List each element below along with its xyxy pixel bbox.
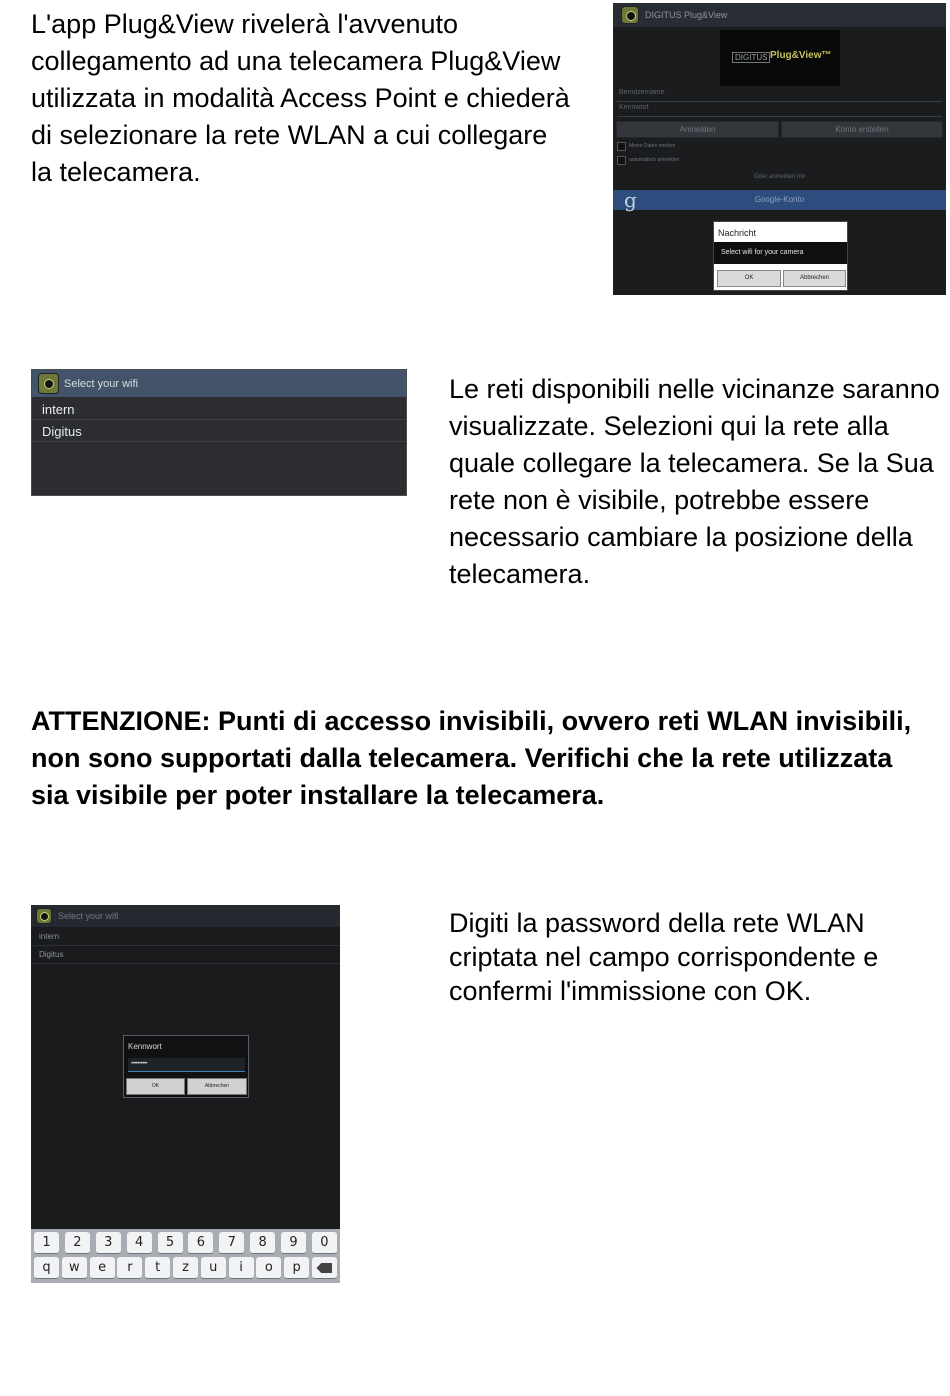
keyboard-letter-row — [33, 1257, 338, 1279]
logo-brand: DIGITUS — [732, 52, 770, 63]
key-r[interactable]: r — [117, 1257, 142, 1279]
key-8[interactable]: 8 — [250, 1232, 275, 1254]
password-dialog-title: Kennwort — [128, 1042, 162, 1051]
password-paragraph: Digiti la password della rete WLAN criptata nel campo corrispondente e confermi l'immissione con OK. — [449, 908, 879, 1006]
keyboard-number-row — [33, 1232, 338, 1254]
camera-app-icon — [36, 908, 52, 924]
key-9[interactable]: 9 — [281, 1232, 306, 1254]
warning-paragraph: ATTENZIONE: Punti di accesso invisibili, ovvero reti WLAN invisibili, non sono supportati dalla telecamera. Verifichi che la rete utilizzata sia visibile per poter installare la telecamera. — [31, 706, 912, 810]
logo-product: Plug&View™ — [770, 50, 832, 61]
camera-app-icon — [38, 373, 59, 394]
auto-login-label: automatisch anmelden — [629, 157, 680, 163]
remember-checkbox[interactable] — [617, 142, 626, 151]
login-screenshot — [613, 3, 946, 295]
password-field[interactable]: Kennwort — [617, 104, 942, 117]
app-title-bar — [613, 3, 946, 27]
key-e[interactable]: e — [90, 1257, 115, 1279]
backspace-icon — [316, 1263, 332, 1273]
key-z[interactable]: z — [173, 1257, 198, 1279]
intro-paragraph: L'app Plug&View rivelerà l'avvenuto collegamento ad una telecamera Plug&View utilizzata in modalità Access Point e chiederà di selezionare la rete WLAN a cui collegare la telecamera. — [31, 9, 570, 187]
password-screenshot — [31, 905, 340, 1283]
wifi-title-bar — [31, 905, 340, 927]
google-login-button[interactable] — [613, 190, 946, 210]
password-ok-button[interactable]: OK — [126, 1078, 185, 1095]
select-wifi-dialog — [713, 221, 848, 291]
wifi-list-screenshot — [31, 369, 407, 496]
key-0[interactable]: 0 — [312, 1232, 337, 1254]
key-7[interactable]: 7 — [219, 1232, 244, 1254]
wifi-list-title: Select your wifi — [58, 911, 119, 921]
dialog-title: Nachricht — [718, 228, 757, 238]
password-cancel-button[interactable]: Abbrechen — [187, 1078, 247, 1095]
key-u[interactable]: u — [201, 1257, 226, 1279]
key-6[interactable]: 6 — [188, 1232, 213, 1254]
wifi-list-title: Select your wifi — [64, 378, 138, 390]
username-field[interactable]: Benutzername — [617, 89, 942, 102]
key-2[interactable]: 2 — [65, 1232, 90, 1254]
plugview-logo — [720, 30, 840, 86]
password-dialog — [123, 1035, 249, 1098]
on-screen-keyboard — [31, 1229, 340, 1283]
key-w[interactable]: w — [62, 1257, 87, 1279]
or-login-text: Oder anmelden mit — [753, 174, 806, 180]
key-i[interactable]: i — [229, 1257, 254, 1279]
key-5[interactable]: 5 — [158, 1232, 183, 1254]
auto-login-checkbox[interactable] — [617, 156, 626, 165]
networks-paragraph: Le reti disponibili nelle vicinanze saranno visualizzate. Selezioni qui la rete alla quale collegare la telecamera. Se la Sua rete non è visibile, potrebbe essere necessario cambiare la posizione della telecamera. — [449, 374, 940, 589]
dialog-ok-button[interactable]: OK — [717, 270, 781, 287]
key-q[interactable]: q — [34, 1257, 59, 1279]
create-account-button[interactable]: Konto erstellen — [781, 121, 943, 138]
wifi-item-digitus[interactable]: Digitus — [32, 420, 406, 442]
wifi-item-intern[interactable]: intern — [32, 398, 406, 420]
key-4[interactable]: 4 — [127, 1232, 152, 1254]
key-t[interactable]: t — [145, 1257, 170, 1279]
wifi-title-bar — [32, 370, 406, 397]
key-3[interactable]: 3 — [96, 1232, 121, 1254]
remember-label: Meine Daten merken — [629, 143, 676, 149]
key-o[interactable]: o — [256, 1257, 281, 1279]
app-title: DIGITUS Plug&View — [645, 10, 728, 20]
password-input[interactable]: •••••••••• — [128, 1058, 245, 1072]
wifi-item-digitus[interactable]: Digitus — [31, 946, 340, 964]
wifi-item-intern[interactable]: intern — [31, 928, 340, 946]
dialog-cancel-button[interactable]: Abbrechen — [783, 270, 846, 287]
login-button[interactable]: Anmelden — [616, 121, 779, 138]
key-1[interactable]: 1 — [34, 1232, 59, 1254]
backspace-key[interactable] — [312, 1257, 337, 1279]
dialog-message: Select wifi for your camera — [714, 242, 847, 264]
google-label: Google-Konto — [754, 195, 805, 204]
camera-app-icon — [621, 6, 639, 24]
google-icon: g — [624, 188, 637, 212]
key-p[interactable]: p — [284, 1257, 309, 1279]
